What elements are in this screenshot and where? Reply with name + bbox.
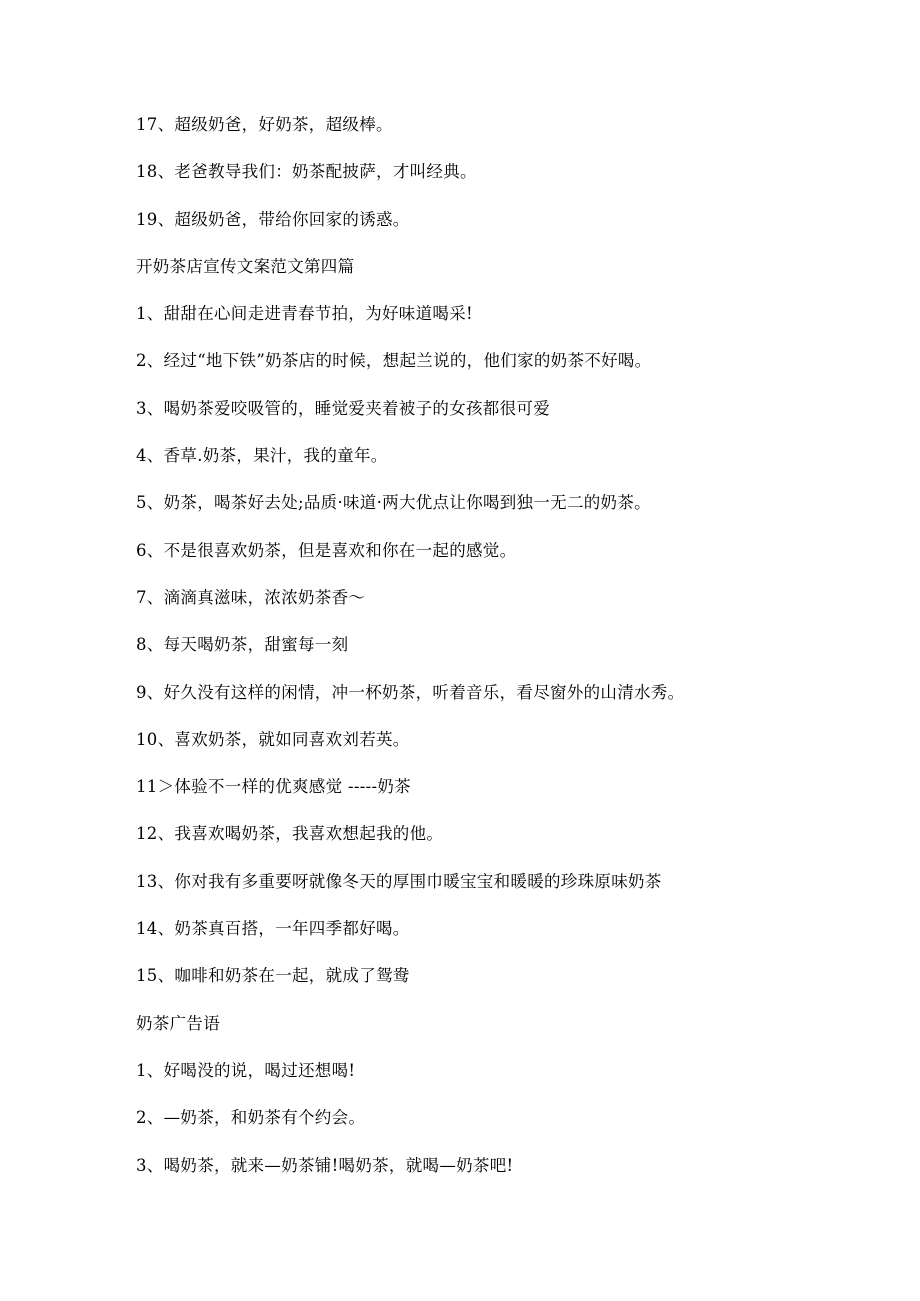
list-item-18: 18、老爸教导我们：奶茶配披萨，才叫经典。 xyxy=(136,162,477,182)
list-item-12: 12、我喜欢喝奶茶，我喜欢想起我的他。 xyxy=(136,824,444,844)
list-item-6: 6、不是很喜欢奶茶，但是喜欢和你在一起的感觉。 xyxy=(136,540,517,560)
slogan-item-3: 3、喝奶茶，就来—奶茶铺!喝奶茶，就喝—奶茶吧! xyxy=(136,1155,514,1175)
list-item-4: 4、香草.奶茶，果汁，我的童年。 xyxy=(136,446,388,466)
list-item-2: 2、经过“地下铁”奶茶店的时候，想起兰说的，他们家的奶茶不好喝。 xyxy=(136,351,652,371)
list-item-10: 10、喜欢奶茶，就如同喜欢刘若英。 xyxy=(136,729,410,749)
list-item-7: 7、滴滴真滋味，浓浓奶茶香～ xyxy=(136,587,366,607)
slogan-item-2: 2、—奶茶，和奶茶有个约会。 xyxy=(136,1108,366,1128)
list-item-9: 9、好久没有这样的闲情，冲一杯奶茶，听着音乐，看尽窗外的山清水秀。 xyxy=(136,682,685,702)
list-item-17: 17、超级奶爸，好奶茶，超级棒。 xyxy=(136,115,393,134)
list-item-19: 19、超级奶爸，带给你回家的诱惑。 xyxy=(136,209,410,229)
section-heading-slogans: 奶茶广告语 xyxy=(136,1013,220,1033)
list-item-5: 5、奶茶，喝茶好去处;品质·味道·两大优点让你喝到独一无二的奶茶。 xyxy=(136,493,651,513)
section-heading-part-four: 开奶茶店宣传文案范文第四篇 xyxy=(136,256,355,276)
slogan-item-1: 1、好喝没的说，喝过还想喝! xyxy=(136,1060,356,1080)
list-item-1: 1、甜甜在心间走进青春节拍，为好味道喝采! xyxy=(136,304,473,324)
list-item-15: 15、咖啡和奶茶在一起，就成了鸳鸯 xyxy=(136,966,410,986)
list-item-8: 8、每天喝奶茶，甜蜜每一刻 xyxy=(136,635,349,655)
list-item-3: 3、喝奶茶爱咬吸管的，睡觉爱夹着被子的女孩都很可爱 xyxy=(136,398,550,418)
list-item-13: 13、你对我有多重要呀就像冬天的厚围巾暖宝宝和暖暖的珍珠原味奶茶 xyxy=(136,871,662,891)
list-item-14: 14、奶茶真百搭，一年四季都好喝。 xyxy=(136,919,410,939)
document-page xyxy=(136,107,896,1195)
list-item-11: 11＞体验不一样的优爽感觉 -----奶茶 xyxy=(136,777,411,797)
